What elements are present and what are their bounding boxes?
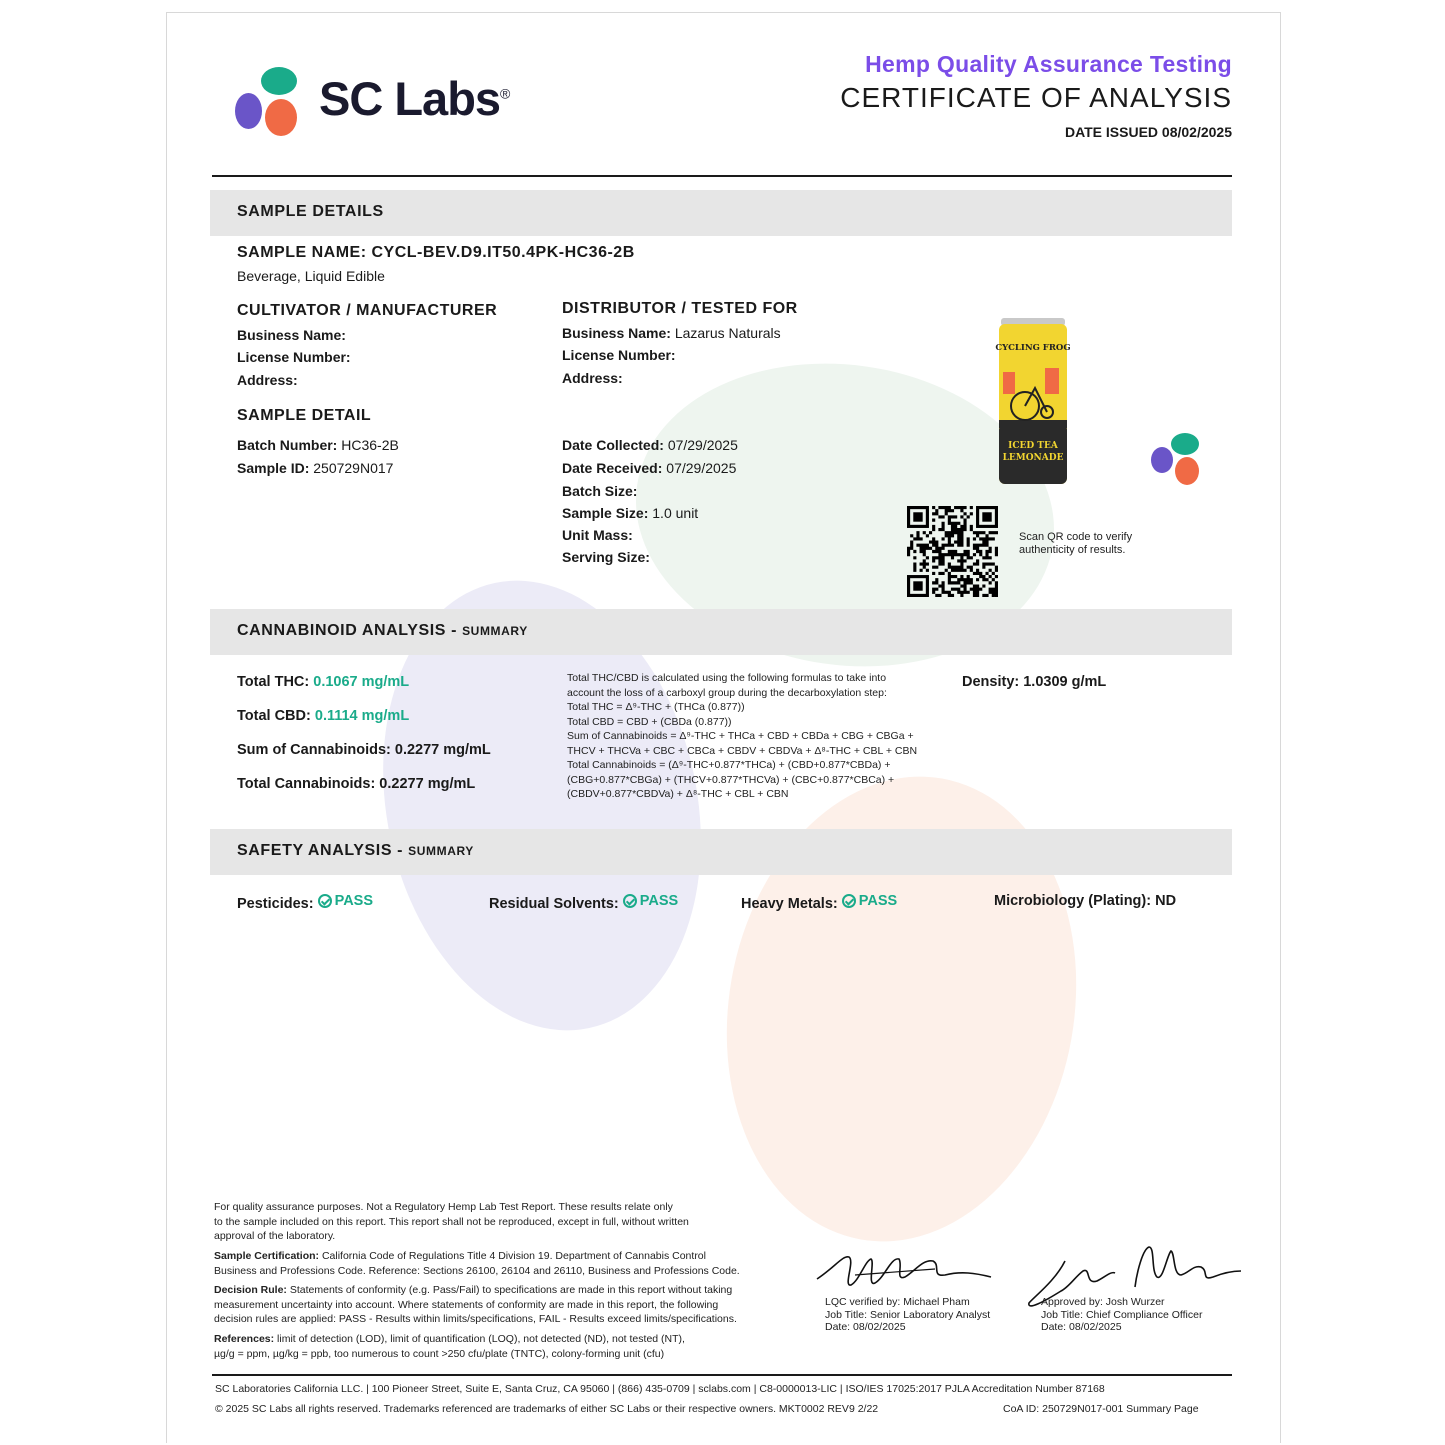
coa-page (166, 12, 1281, 1443)
distributor-address: Address: (562, 370, 623, 386)
copyright-line: © 2025 SC Labs all rights reserved. Trademarks referenced are trademarks of either SC Labs or their respective owners. MKT0002 REV9 2/22 (215, 1403, 879, 1415)
sc-labs-mark-icon (1151, 431, 1203, 486)
distributor-business-name: Business Name: Lazarus Naturals (562, 325, 781, 341)
verification-qr-code[interactable] (907, 506, 998, 597)
references: References: limit of detection (LOD), limit of quantification (LOQ), not detected (ND), not tested (NT), µg/g = ppm, µg/kg = ppb, too numerous to count >250 cfu/plate (TNTC), colony-forming unit (cfu) (214, 1333, 685, 1360)
sample-size: Sample Size: 1.0 unit (562, 505, 699, 521)
report-subtitle: Hemp Quality Assurance Testing (865, 51, 1232, 77)
coa-id: CoA ID: 250729N017-001 Summary Page (1003, 1403, 1199, 1415)
distributor-license-number: License Number: (562, 347, 676, 363)
unit-mass: Unit Mass: (562, 527, 633, 543)
batch-size: Batch Size: (562, 483, 638, 499)
logo-dot-icon (265, 99, 297, 136)
signature-michael-pham (815, 1247, 995, 1297)
sample-id: Sample ID: 250729N017 (237, 460, 394, 476)
total-thc: Total THC: 0.1067 mg/mL (237, 674, 410, 690)
density: Density: 1.0309 g/mL (962, 674, 1107, 690)
qr-note: Scan QR code to verify authenticity of results. (1019, 531, 1133, 556)
decision-rule: Decision Rule: Statements of conformity (e.g. Pass/Fail) to specifications are made in this report without taking measurement uncertainty into account. Where statements of conformity are made in this report, the following decision rules are applied: PASS - Results within limits/specifications, FAIL - Results exceed limits/specifications. (214, 1284, 737, 1325)
sum-of-cannabinoids: Sum of Cannabinoids: 0.2277 mg/mL (237, 742, 491, 758)
sample-type: Beverage, Liquid Edible (237, 268, 385, 284)
total-cannabinoids: Total Cannabinoids: 0.2277 mg/mL (237, 776, 476, 792)
can-line-1: ICED TEA (1008, 441, 1058, 451)
cultivator-heading: CULTIVATOR / MANUFACTURER (237, 302, 498, 319)
total-cbd: Total CBD: 0.1114 mg/mL (237, 708, 410, 724)
pesticides-result: Pesticides: PASS (237, 893, 374, 912)
cultivator-license-number: License Number: (237, 349, 351, 365)
pass-check-icon (623, 894, 637, 908)
logo-wordmark: SC Labs® (319, 72, 510, 125)
date-issued: DATE ISSUED 08/02/2025 (1064, 124, 1232, 140)
serving-size: Serving Size: (562, 549, 650, 565)
background-blob (691, 749, 1112, 1270)
header-divider (212, 175, 1232, 177)
logo-dot-icon (261, 67, 297, 95)
pass-check-icon (842, 894, 856, 908)
date-received: Date Received: 07/29/2025 (562, 460, 737, 476)
logo-dot-icon (235, 93, 262, 129)
product-can-image (995, 316, 1071, 486)
heavy-metals-result: Heavy Metals: PASS (741, 893, 898, 912)
section-title: SAFETY ANALYSIS - SUMMARY (237, 842, 474, 859)
qa-disclaimer: For quality assurance purposes. Not a Regulatory Hemp Lab Test Report. These results relate only to the sample included on this report. This report shall not be reproduced, except in full, without written approval of the laboratory. (214, 1201, 689, 1242)
sample-certification: Sample Certification: California Code of Regulations Title 4 Division 19. Department of Cannabis Control Business and Professions Code. Reference: Sections 26100, 26104 and 26110, Business and Professions Code. (214, 1250, 740, 1277)
batch-number: Batch Number: HC36-2B (237, 437, 399, 453)
sample-detail-heading: SAMPLE DETAIL (237, 407, 372, 424)
pass-check-icon (318, 894, 332, 908)
section-title: CANNABINOID ANALYSIS - SUMMARY (237, 622, 528, 639)
can-brand: CYCLING FROG (995, 343, 1071, 353)
header-titles (840, 51, 1232, 140)
sample-name: SAMPLE NAME: CYCL-BEV.D9.IT50.4PK-HC36-2B (237, 244, 635, 261)
residual-solvents-result: Residual Solvents: PASS (489, 893, 679, 912)
can-line-2: LEMONADE (1002, 453, 1064, 463)
date-collected: Date Collected: 07/29/2025 (562, 437, 738, 453)
signer-1-info: LQC verified by: Michael Pham Job Title: Senior Laboratory Analyst Date: 08/02/2025 (825, 1296, 991, 1333)
sample-details-band (210, 190, 1232, 236)
sc-labs-logo (235, 65, 535, 140)
cultivator-address: Address: (237, 372, 298, 388)
lab-address-line: SC Laboratories California LLC. | 100 Pioneer Street, Suite E, Santa Cruz, CA 95060 | (866) 435-0709 | sclabs.com | C8-0000013-LIC | ISO/IES 17025:2017 PJLA Accreditation Number 87168 (215, 1383, 1105, 1395)
cultivator-business-name: Business Name: (237, 327, 346, 343)
footer-divider (212, 1374, 1232, 1376)
section-title: SAMPLE DETAILS (237, 203, 384, 220)
microbiology-result: Microbiology (Plating): ND (994, 893, 1177, 909)
cannabinoid-band (210, 609, 1232, 655)
safety-band (210, 829, 1232, 875)
calculation-formulas: Total THC/CBD is calculated using the following formulas to take into account the loss of a carboxyl group during the decarboxylation step: Total THC = Δ⁹-THC + (THCa (0.877)) Total CBD = CBD + (CBDa (0.877)) Sum of Cannabinoids = Δ⁹-THC + THCa + CBD + CBDa + CBG + CBGa + THCV + THCVa + CBC + CBCa + CBDV + CBDVa + Δ⁸-THC + CBL + CBN Total Cannabinoids = (Δ⁹-THC+0.877*THCa) + (CBD+0.877*CBDa) + (CBG+0.877*CBGa) + (THCV+0.877*THCVa) + (CBC+0.877*CBCa) + (CBDV+0.877*CBDVa) + Δ⁸-THC + CBL + CBN (567, 672, 918, 800)
signer-2-info: Approved by: Josh Wurzer Job Title: Chief Compliance Officer Date: 08/02/2025 (1041, 1296, 1203, 1333)
report-title: CERTIFICATE OF ANALYSIS (840, 82, 1232, 113)
distributor-heading: DISTRIBUTOR / TESTED FOR (562, 300, 798, 317)
